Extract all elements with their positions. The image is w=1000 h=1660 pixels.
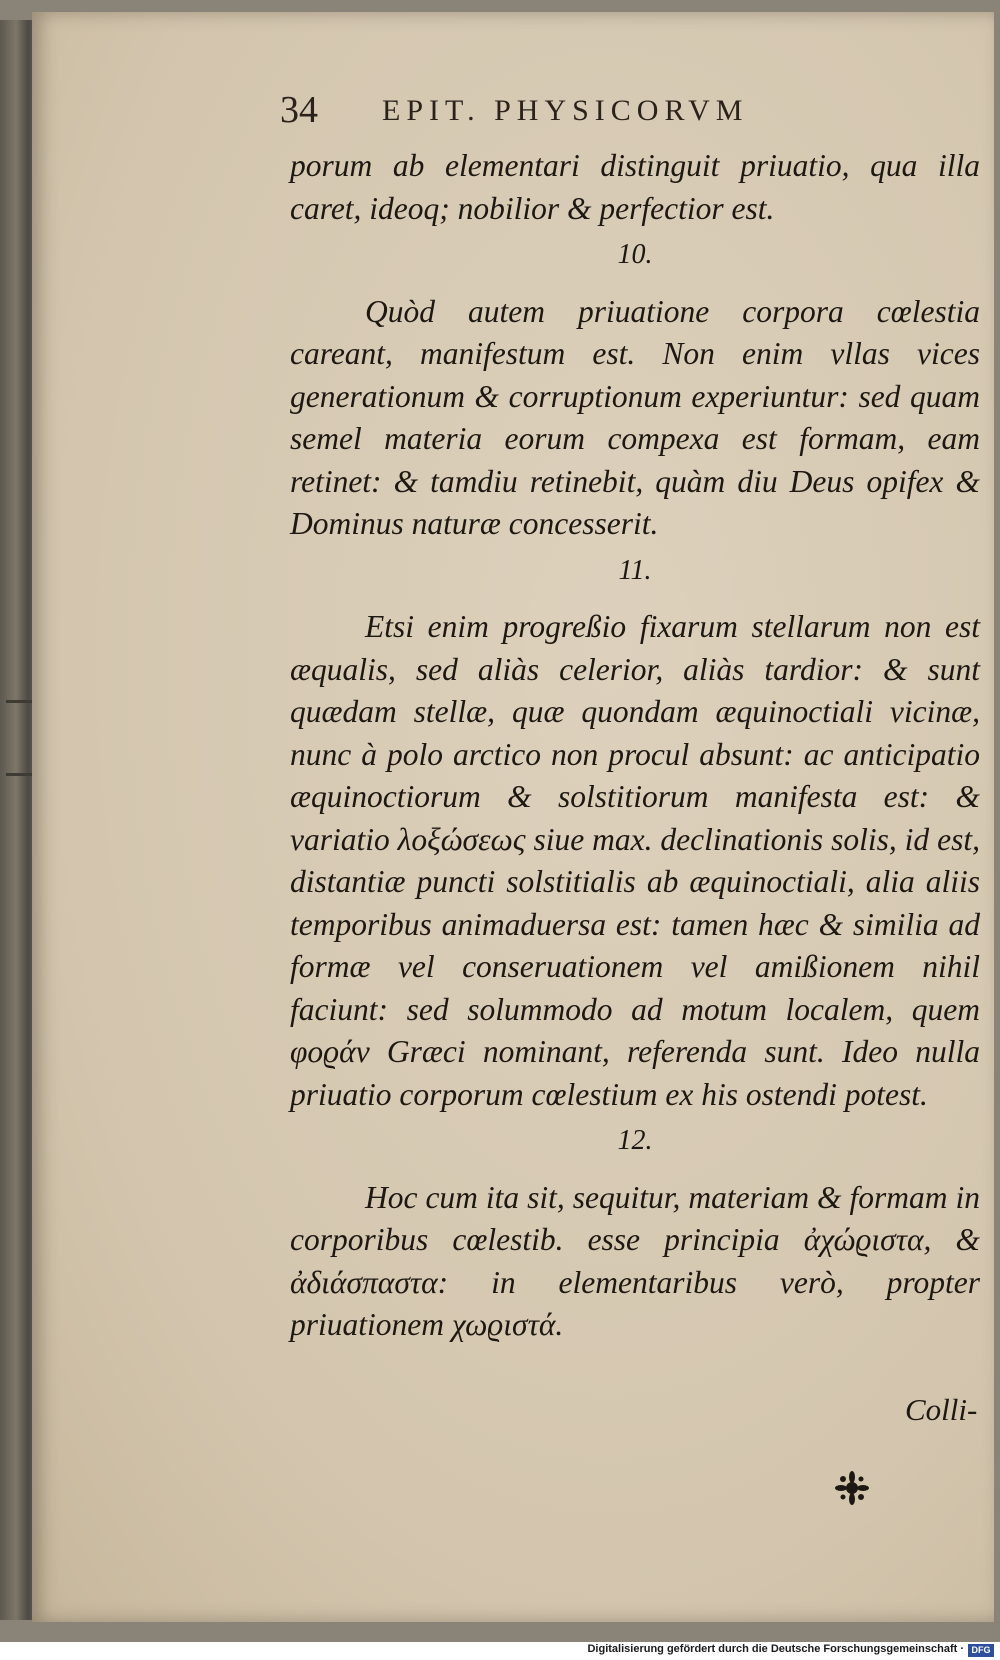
paragraph-continuation: porum ab elementari distinguit priuatio, qua illa caret, ideoq; nobilior & perfectior est. [290,148,980,226]
footer-credit: Digitalisierung gefördert durch die Deutsche Forschungsgemeinschaft · [587,1643,964,1655]
section-10-text: Quòd autem priuatione corpora cœlestia careant, manifestum est. Non enim vllas vices generationum & corruptionum experiuntur: sed quam semel materia eorum compexa est formam, eam retinet: & tamdiu retinebit, quàm diu Deus opifex & Dominus naturæ concesserit. [290,293,980,541]
running-head: EPIT. PHYSICORVM [382,94,749,127]
dfg-logo: DFG [968,1644,994,1657]
page-header [280,88,900,134]
section-11-text: Etsi enim progreßio fixarum stellarum non est æqualis, sed aliàs celerior, aliàs tardior: & sunt quædam stellæ, quæ quondam æquinoctiali vicinæ, nunc à polo arctico non procul absunt: ac anticipatio æquinoctiorum & solstitiorum manifesta est: & variatio λοξώσεως siue max. declinationis solis, id est, distantiæ puncti solstitialis ab æquinoctiali, alia aliis temporibus animaduersa est: tamen hæc & similia ad formæ vel conseruationem vel amißionem nihil faciunt: sed solummodo ad motum localem, quem φοϱάν Græci nominant, referenda sunt. Ideo nulla priuatio corporum cœlestium ex his ostendi potest. [290,609,980,1112]
page-number: 34 [280,89,318,131]
text-block [290,145,980,1347]
fleuron-icon [834,1470,870,1506]
section-number-12: 12. [617,1125,653,1156]
catchword: Colli- [905,1392,978,1427]
section-12-text: Hoc cum ita sit, sequitur, materiam & formam in corporibus cœlestib. esse principia ἀχώϱιστα, & ἀδιάσπαστα: in elementaribus verò, propter priuationem χωϱιστά. [290,1179,980,1342]
section-number-11: 11. [618,554,652,586]
section-number-10: 10. [617,239,653,270]
